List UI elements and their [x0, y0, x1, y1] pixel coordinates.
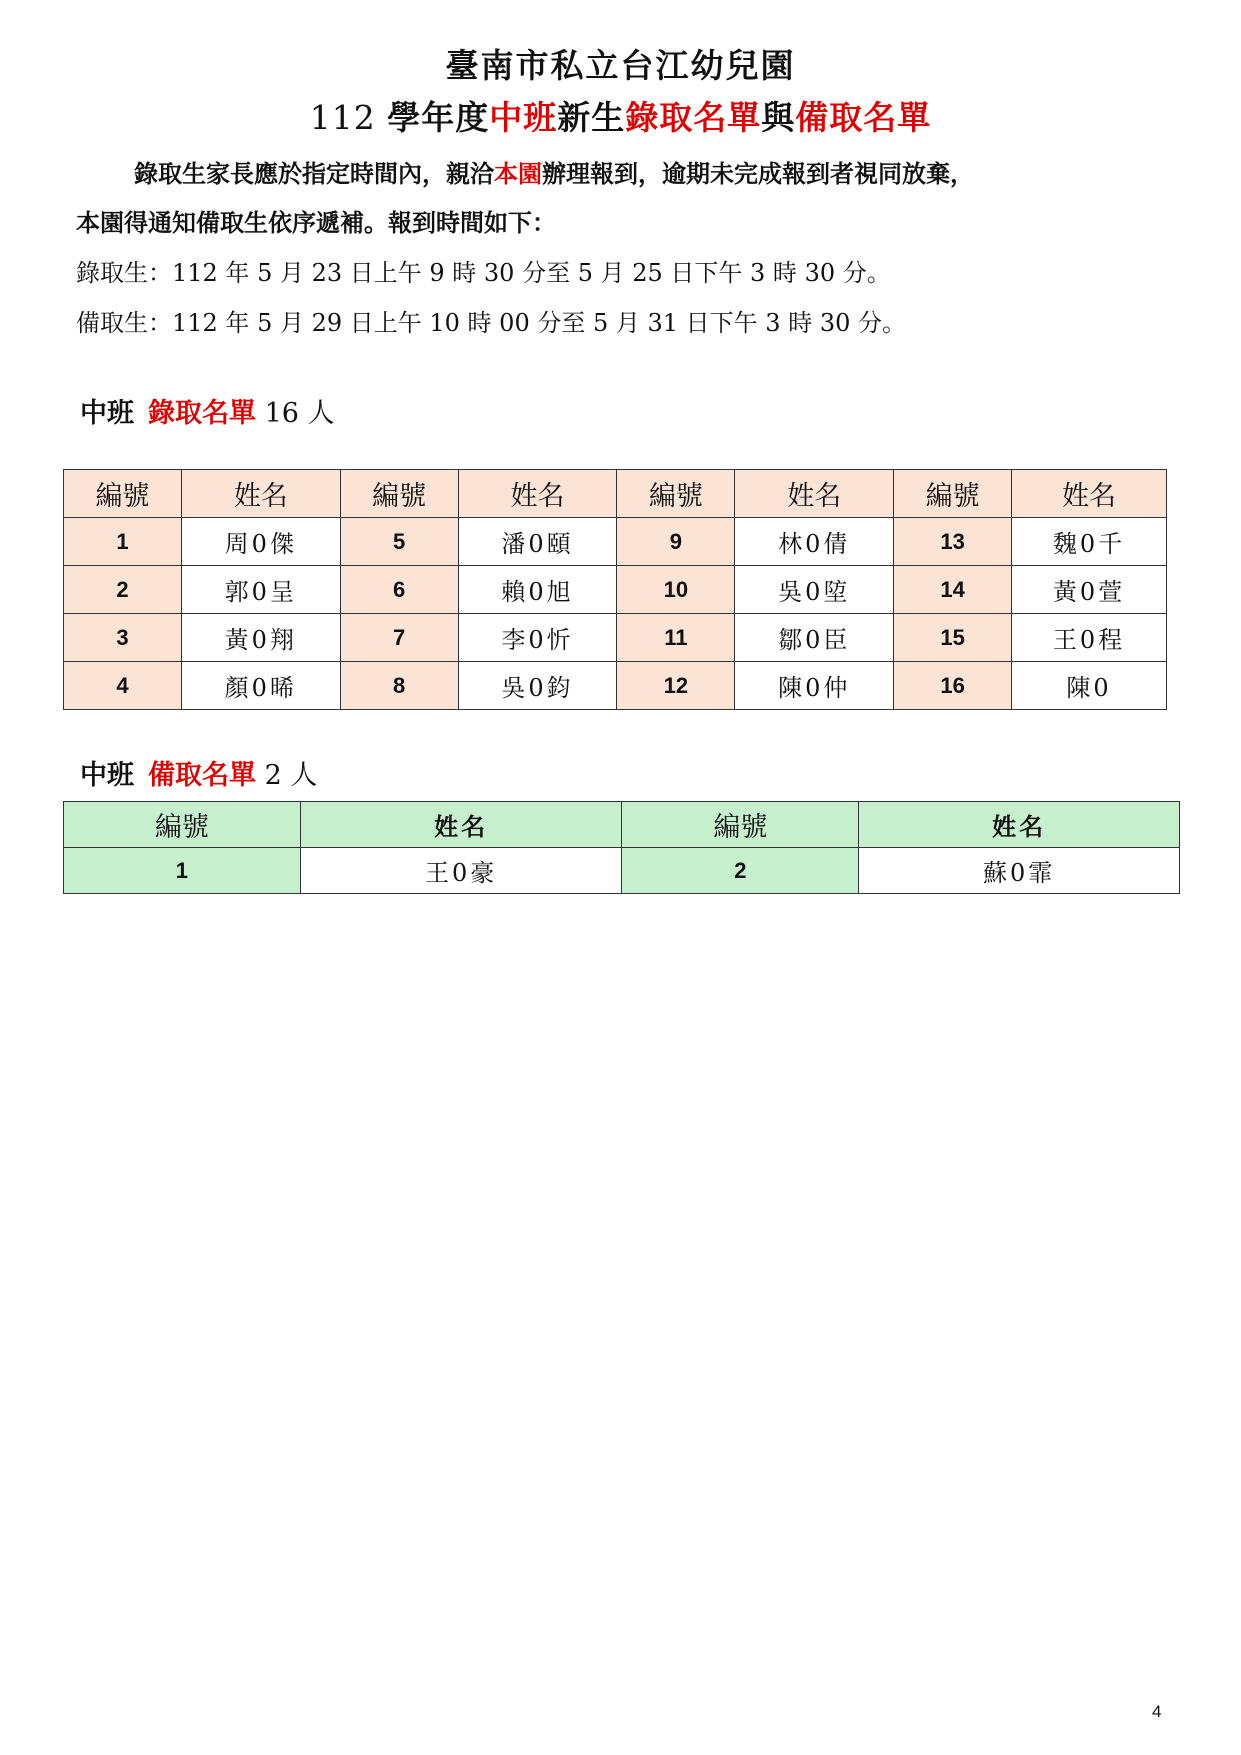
col-name-header: 姓名 [859, 802, 1180, 848]
title-new: 新生 [557, 98, 626, 137]
student-name: 陳0仲 [735, 662, 894, 710]
student-name: 周0傑 [181, 518, 340, 566]
student-name: 魏0千 [1012, 518, 1167, 566]
student-name: 蘇0霏 [859, 848, 1180, 894]
student-no: 9 [617, 518, 735, 566]
admitted-header-row [64, 470, 1167, 518]
title-year: 112 [309, 98, 376, 137]
waitlist-table [63, 801, 1180, 894]
waitlist-heading [80, 756, 317, 796]
title-wait: 備取名單 [795, 98, 932, 137]
student-no: 1 [64, 518, 182, 566]
notice-line-4: 備取生：112 年 5 月 29 日上午 10 時 00 分至 5 月 31 日下午 3 時 30 分。 [76, 309, 907, 337]
col-no-header: 編號 [622, 802, 859, 848]
table-row [64, 518, 1167, 566]
student-name: 吳0埅 [735, 566, 894, 614]
student-no: 2 [622, 848, 859, 894]
admitted-heading [80, 394, 335, 434]
admitted-class: 中班 [80, 398, 134, 429]
student-name: 黃0萱 [1012, 566, 1167, 614]
admitted-count: 16 人 [264, 398, 335, 429]
page-title [0, 94, 1241, 142]
notice-line-2: 本園得通知備取生依序遞補。報到時間如下： [76, 208, 556, 237]
student-no: 6 [340, 566, 458, 614]
notice-line-1-red: 本園 [494, 159, 542, 188]
waitlist-header-row [64, 802, 1180, 848]
student-no: 15 [894, 614, 1012, 662]
admitted-label: 錄取名單 [148, 398, 256, 429]
student-name: 李0忻 [458, 614, 617, 662]
notice-line-3: 錄取生：112 年 5 月 23 日上午 9 時 30 分至 5 月 25 日下午 3 時 30 分。 [76, 259, 891, 287]
student-no: 14 [894, 566, 1012, 614]
student-no: 11 [617, 614, 735, 662]
student-no: 8 [340, 662, 458, 710]
student-no: 5 [340, 518, 458, 566]
col-name-header: 姓名 [458, 470, 617, 518]
title-class: 中班 [489, 98, 558, 137]
student-name: 吳0鈞 [458, 662, 617, 710]
col-name-header: 姓名 [181, 470, 340, 518]
student-no: 1 [64, 848, 301, 894]
student-no: 2 [64, 566, 182, 614]
student-name: 賴0旭 [458, 566, 617, 614]
student-name: 鄒0臣 [735, 614, 894, 662]
student-no: 13 [894, 518, 1012, 566]
col-name-header: 姓名 [735, 470, 894, 518]
notice-line-1 [134, 157, 974, 191]
student-name: 郭0呈 [181, 566, 340, 614]
title-and: 與 [761, 98, 796, 137]
school-name: 臺南市私立台江幼兒園 [445, 46, 796, 85]
notice-line-1b: 辦理報到，逾期未完成報到者視同放棄， [542, 159, 974, 188]
student-name: 黃0翔 [181, 614, 340, 662]
table-row [64, 662, 1167, 710]
col-name-header: 姓名 [1012, 470, 1167, 518]
col-name-header: 姓名 [300, 802, 622, 848]
waitlist-count: 2 人 [264, 760, 318, 791]
table-row [64, 848, 1180, 894]
student-name: 王0豪 [300, 848, 622, 894]
student-no: 3 [64, 614, 182, 662]
col-no-header: 編號 [894, 470, 1012, 518]
waitlist-class: 中班 [80, 760, 134, 791]
student-name: 潘0頤 [458, 518, 617, 566]
student-name: 王0程 [1012, 614, 1167, 662]
col-no-header: 編號 [340, 470, 458, 518]
col-no-header: 編號 [617, 470, 735, 518]
page-number: 4 [1152, 1702, 1162, 1721]
waitlist-label: 備取名單 [148, 760, 256, 791]
notice-line-1a: 錄取生家長應於指定時間內，親洽 [134, 159, 494, 188]
title-pre: 學年度 [387, 98, 490, 137]
student-no: 12 [617, 662, 735, 710]
table-row [64, 614, 1167, 662]
admitted-table [63, 469, 1167, 710]
col-no-header: 編號 [64, 802, 301, 848]
table-row [64, 566, 1167, 614]
student-name: 陳0 [1012, 662, 1167, 710]
student-no: 4 [64, 662, 182, 710]
student-name: 顏0晞 [181, 662, 340, 710]
student-no: 10 [617, 566, 735, 614]
col-no-header: 編號 [64, 470, 182, 518]
student-no: 16 [894, 662, 1012, 710]
student-no: 7 [340, 614, 458, 662]
student-name: 林0倩 [735, 518, 894, 566]
title-admit: 錄取名單 [625, 98, 762, 137]
